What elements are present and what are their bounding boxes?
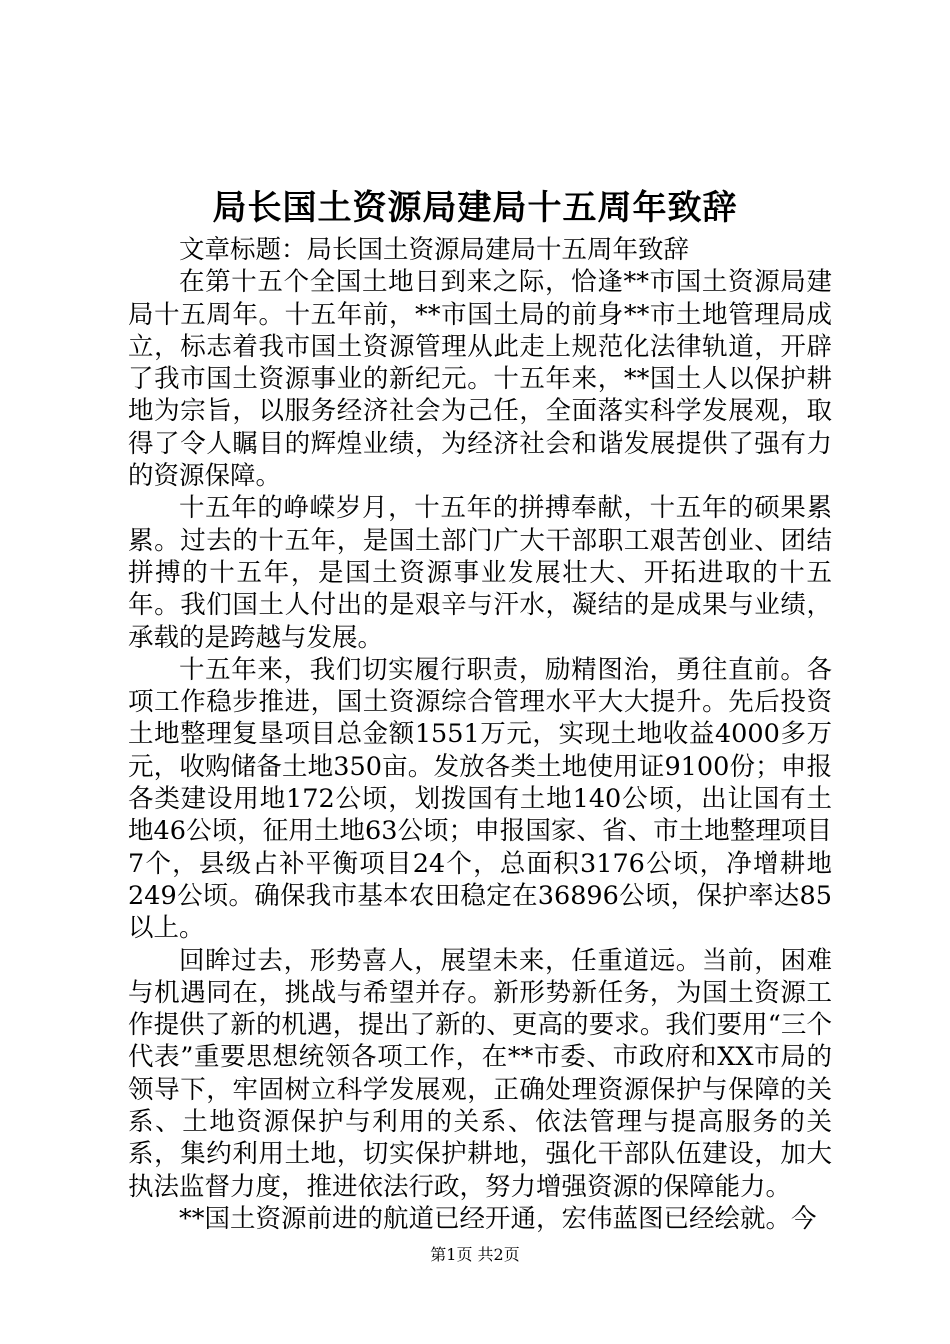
- paragraph-1: 在第十五个全国土地日到来之际，恰逢**市国土资源局建局十五周年。十五年前，**市国土局的前身**市土地管理局成立，标志着我市国土资源管理从此走上规范化法律轨道，开辟了我市国土资源事业的新纪元。十五年来，**国土人以保护耕地为宗旨，以服务经济社会为己任，全面落实科学发展观，取得了令人瞩目的辉煌业绩，为经济社会和谐发展提供了强有力的资源保障。: [128, 267, 832, 492]
- article-title-line: 文章标题：局长国土资源局建局十五周年致辞: [179, 235, 690, 265]
- paragraph-3: 十五年来，我们切实履行职责，励精图治，勇往直前。各项工作稳步推进，国土资源综合管理水平大大提升。先后投资土地整理复垦项目总金额1551万元，实现土地收益4000多万元，收购储备土地350亩。发放各类土地使用证9100份；申报各类建设用地172公顷，划拨国有土地140公顷，出让国有土地46公顷，征用土地63公顷；申报国家、省、市土地整理项目7个，县级占补平衡项目24个，总面积3176公顷，净增耕地249公顷。确保我市基本农田稳定在36896公顷，保护率达85以上。: [128, 654, 832, 944]
- paragraph-4: 回眸过去，形势喜人，展望未来，任重道远。当前，困难与机遇同在，挑战与希望并存。新形势新任务，为国土资源工作提供了新的机遇，提出了新的、更高的要求。我们要用“三个代表”重要思想统领各项工作，在**市委、市政府和XX市局的领导下，牢固树立科学发展观，正确处理资源保护与保障的关系、土地资源保护与利用的关系、依法管理与提高服务的关系，集约利用土地，切实保护耕地，强化干部队伍建设，加大执法监督力度，推进依法行政，努力增强资源的保障能力。: [128, 945, 832, 1202]
- page-number-footer: 第1页 共2页: [430, 1245, 520, 1264]
- document-title: 局长国土资源局建局十五周年致辞: [212, 188, 738, 228]
- paragraph-5: **国土资源前进的航道已经开通，宏伟蓝图已经绘就。今: [179, 1203, 817, 1234]
- document-body: [128, 234, 832, 1235]
- paragraph-2: 十五年的峥嵘岁月，十五年的拼搏奉献，十五年的硕果累累。过去的十五年，是国土部门广大干部职工艰苦创业、团结拼搏的十五年，是国土资源事业发展壮大、开拓进取的十五年。我们国土人付出的是艰辛与汗水，凝结的是成果与业绩，承载的是跨越与发展。: [128, 493, 832, 653]
